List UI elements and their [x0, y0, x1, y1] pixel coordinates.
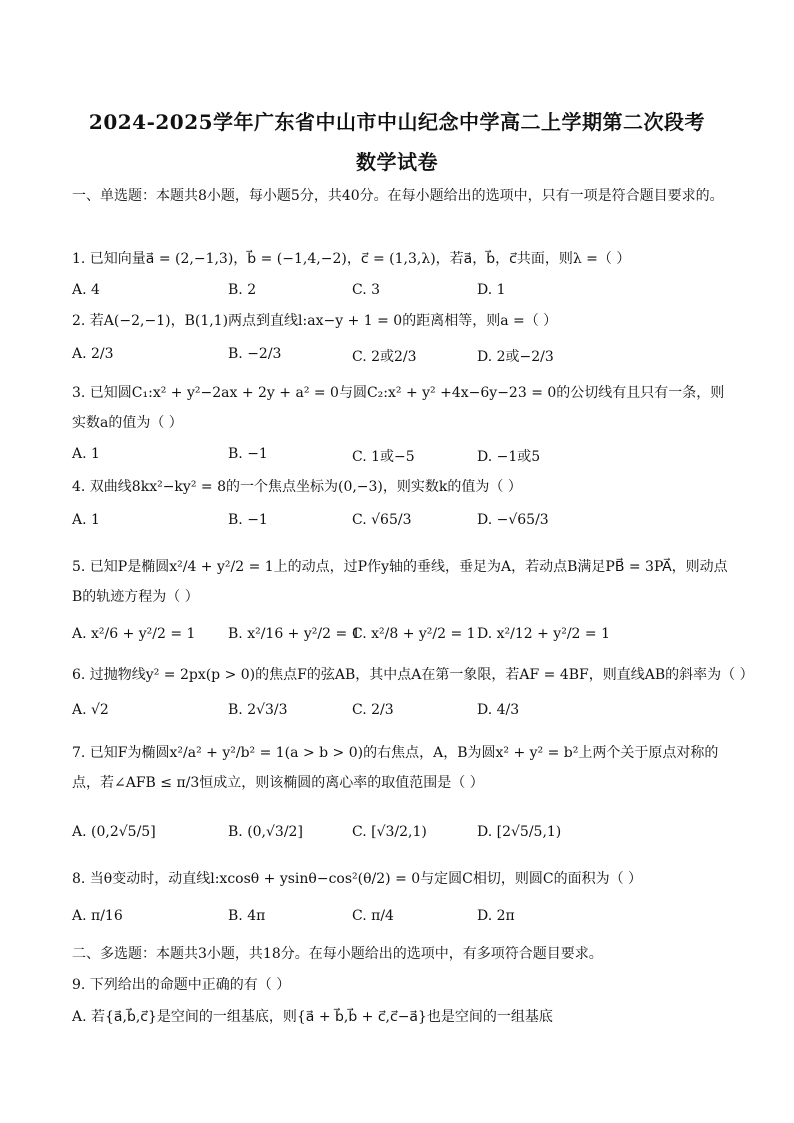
option: D. [2√5/5,1) — [477, 824, 562, 840]
option: A. 1 — [72, 512, 100, 528]
option: D. 2π — [477, 908, 515, 924]
question-1: 1. 已知向量a⃗ = (2,−1,3)，b⃗ = (−1,4,−2)，c⃗ = (1,3,λ)，若a⃗，b⃗，c⃗共面，则λ =（ ） — [72, 251, 631, 267]
section1-heading: 一、单选题：本题共8小题，每小题5分，共40分。在每小题给出的选项中，只有一项是符合题目要求的。 — [72, 188, 724, 204]
option: C. 2或2/3 — [352, 349, 417, 365]
section2-heading: 二、多选题：本题共3小题，共18分。在每小题给出的选项中，有多项符合题目要求。 — [72, 946, 603, 962]
option: B. (0,√3/2] — [228, 824, 303, 840]
question-5-options — [72, 626, 732, 650]
question-5: 5. 已知P是椭圆x²/4 + y²/2 = 1上的动点，过P作y轴的垂线，垂足为A，若动点B满足PB⃗ = 3PA⃗，则动点B的轨迹方程为（ ） — [72, 559, 728, 605]
question-7: 7. 已知F为椭圆x²/a² + y²/b² = 1(a > b > 0)的右焦点，A，B为圆x² + y² = b²上两个关于原点对称的点，若∠AFB ≤ π/3恒成立，则该椭圆的离心率的取值范围是（ ） — [72, 745, 719, 791]
option: A. π/16 — [72, 908, 123, 924]
question-6-options — [72, 702, 732, 726]
question-8-options — [72, 908, 732, 932]
option: C. 2/3 — [352, 702, 394, 718]
exam-subtitle: 数学试卷 — [356, 150, 438, 174]
option: A. x²/6 + y²/2 = 1 — [72, 626, 196, 642]
option: A. √2 — [72, 702, 109, 718]
question-9: 9. 下列给出的命题中正确的有（ ） — [72, 977, 291, 993]
option: D. −√65/3 — [477, 512, 549, 528]
option: C. √65/3 — [352, 512, 412, 528]
option: D. x²/12 + y²/2 = 1 — [477, 626, 610, 642]
question-6: 6. 过抛物线y² = 2px(p > 0)的焦点F的弦AB，其中点A在第一象限，若AF = 4BF，则直线AB的斜率为（ ） — [72, 667, 754, 683]
option: B. 2√3/3 — [228, 702, 288, 718]
question-4-options — [72, 512, 732, 536]
option: B. −1 — [228, 512, 268, 528]
question-3: 3. 已知圆C₁:x² + y²−2ax + 2y + a² = 0与圆C₂:x² + y² +4x−6y−23 = 0的公切线有且只有一条，则实数a的值为（ ） — [72, 385, 725, 431]
question-8: 8. 当θ变动时，动直线l:xcosθ + ysinθ−cos²(θ/2) = 0与定圆C相切，则圆C的面积为（ ） — [72, 871, 643, 887]
option: C. [√3/2,1) — [352, 824, 427, 840]
option: D. −1或5 — [477, 449, 541, 465]
question-9-option-a: A. 若{a⃗,b⃗,c⃗}是空间的一组基底，则{a⃗ + b⃗,b⃗ + c⃗,c⃗−a⃗}也是空间的一组基底 — [72, 1009, 553, 1025]
option: C. 3 — [352, 282, 381, 298]
option: D. 2或−2/3 — [477, 349, 554, 365]
question-7-options — [72, 824, 732, 848]
option: C. π/4 — [352, 908, 394, 924]
option: C. 1或−5 — [352, 449, 415, 465]
question-3-options — [72, 446, 732, 470]
option: A. 2/3 — [72, 346, 114, 362]
option: B. 4π — [228, 908, 266, 924]
question-4: 4. 双曲线8kx²−ky² = 8的一个焦点坐标为(0,−3)，则实数k的值为（ ） — [72, 479, 522, 495]
option: C. x²/8 + y²/2 = 1 — [352, 626, 476, 642]
question-2-options — [72, 346, 732, 370]
option: A. 1 — [72, 446, 100, 462]
option: D. 4/3 — [477, 702, 520, 718]
question-2: 2. 若A(−2,−1)，B(1,1)两点到直线l:ax−y + 1 = 0的距离相等，则a =（ ） — [72, 313, 558, 329]
option: B. x²/16 + y²/2 = 1 — [228, 626, 361, 642]
option: A. 4 — [72, 282, 100, 298]
option: A. (0,2√5/5] — [72, 824, 156, 840]
option: B. −1 — [228, 446, 268, 462]
option: B. −2/3 — [228, 346, 282, 362]
option: D. 1 — [477, 282, 506, 298]
question-1-options — [72, 282, 732, 306]
exam-title: 2024-2025学年广东省中山市中山纪念中学高二上学期第二次段考 — [88, 110, 706, 134]
option: B. 2 — [228, 282, 257, 298]
